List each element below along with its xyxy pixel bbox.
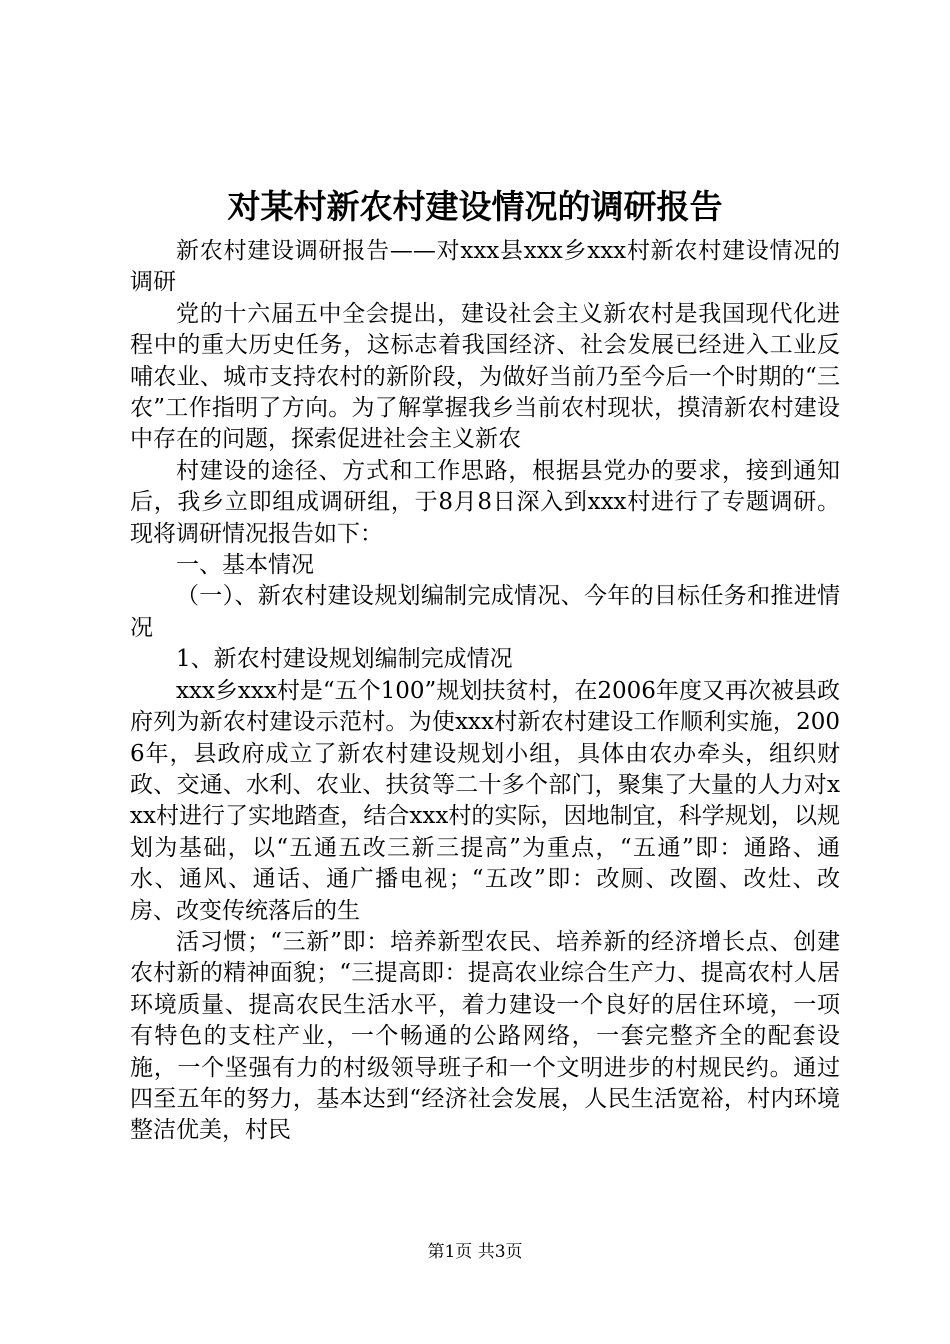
page-footer: 第1页 共3页 — [427, 1242, 523, 1262]
paragraph: xxx乡xxx村是“五个100”规划扶贫村，在2006年度又再次被县政府列为新农村建设示范村。为使xxx村新农村建设工作顺利实施，2006年，县政府成立了新农村建设规划小组，具体由农办牵头，组织财政、交通、水利、农业、扶贫等二十多个部门，聚集了大量的人力对xxx村进行了实地踏查，结合xxx村的实际，因地制宜，科学规划，以规划为基础，以“五通五改三新三提高”为重点，“五通”即：通路、通水、通风、通话、通广播电视；“五改”即：改厕、改圈、改灶、改房、改变传统落后的生 — [130, 677, 840, 924]
document-body — [130, 236, 840, 1147]
document-title: 对某村新农村建设情况的调研报告 — [227, 187, 723, 226]
paragraph: 党的十六届五中全会提出，建设社会主义新农村是我国现代化进程中的重大历史任务，这标志着我国经济、社会发展已经进入工业反哺农业、城市支持农村的新阶段，为做好当前乃至今后一个时期的“三农”工作指明了方向。为了解掌握我乡当前农村现状，摸清新农村建设中存在的问题，探索促进社会主义新农 — [130, 300, 840, 453]
paragraph: 新农村建设调研报告——对xxx县xxx乡xxx村新农村建设情况的调研 — [130, 238, 840, 296]
paragraph: 活习惯；“三新”即：培养新型农民、培养新的经济增长点、创建农村新的精神面貌；“三提高即：提高农业综合生产力、提高农村人居环境质量、提高农民生活水平，着力建设一个良好的居住环境，一项有特色的支柱产业，一个畅通的公路网络，一套完整齐全的配套设施，一个坚强有力的村级领导班子和一个文明进步的村规民约。通过四至五年的努力，基本达到“经济社会发展，人民生活宽裕，村内环境整洁优美，村民 — [130, 928, 840, 1144]
subsection-heading: （一）、新农村建设规划编制完成情况、今年的目标任务和推进情况 — [130, 583, 840, 641]
section-heading: 一、基本情况 — [176, 552, 314, 579]
subsection-heading: 1、新农村建设规划编制完成情况 — [176, 646, 513, 673]
paragraph: 村建设的途径、方式和工作思路，根据县党办的要求，接到通知后，我乡立即组成调研组，于8月8日深入到xxx村进行了专题调研。现将调研情况报告如下： — [130, 457, 840, 547]
